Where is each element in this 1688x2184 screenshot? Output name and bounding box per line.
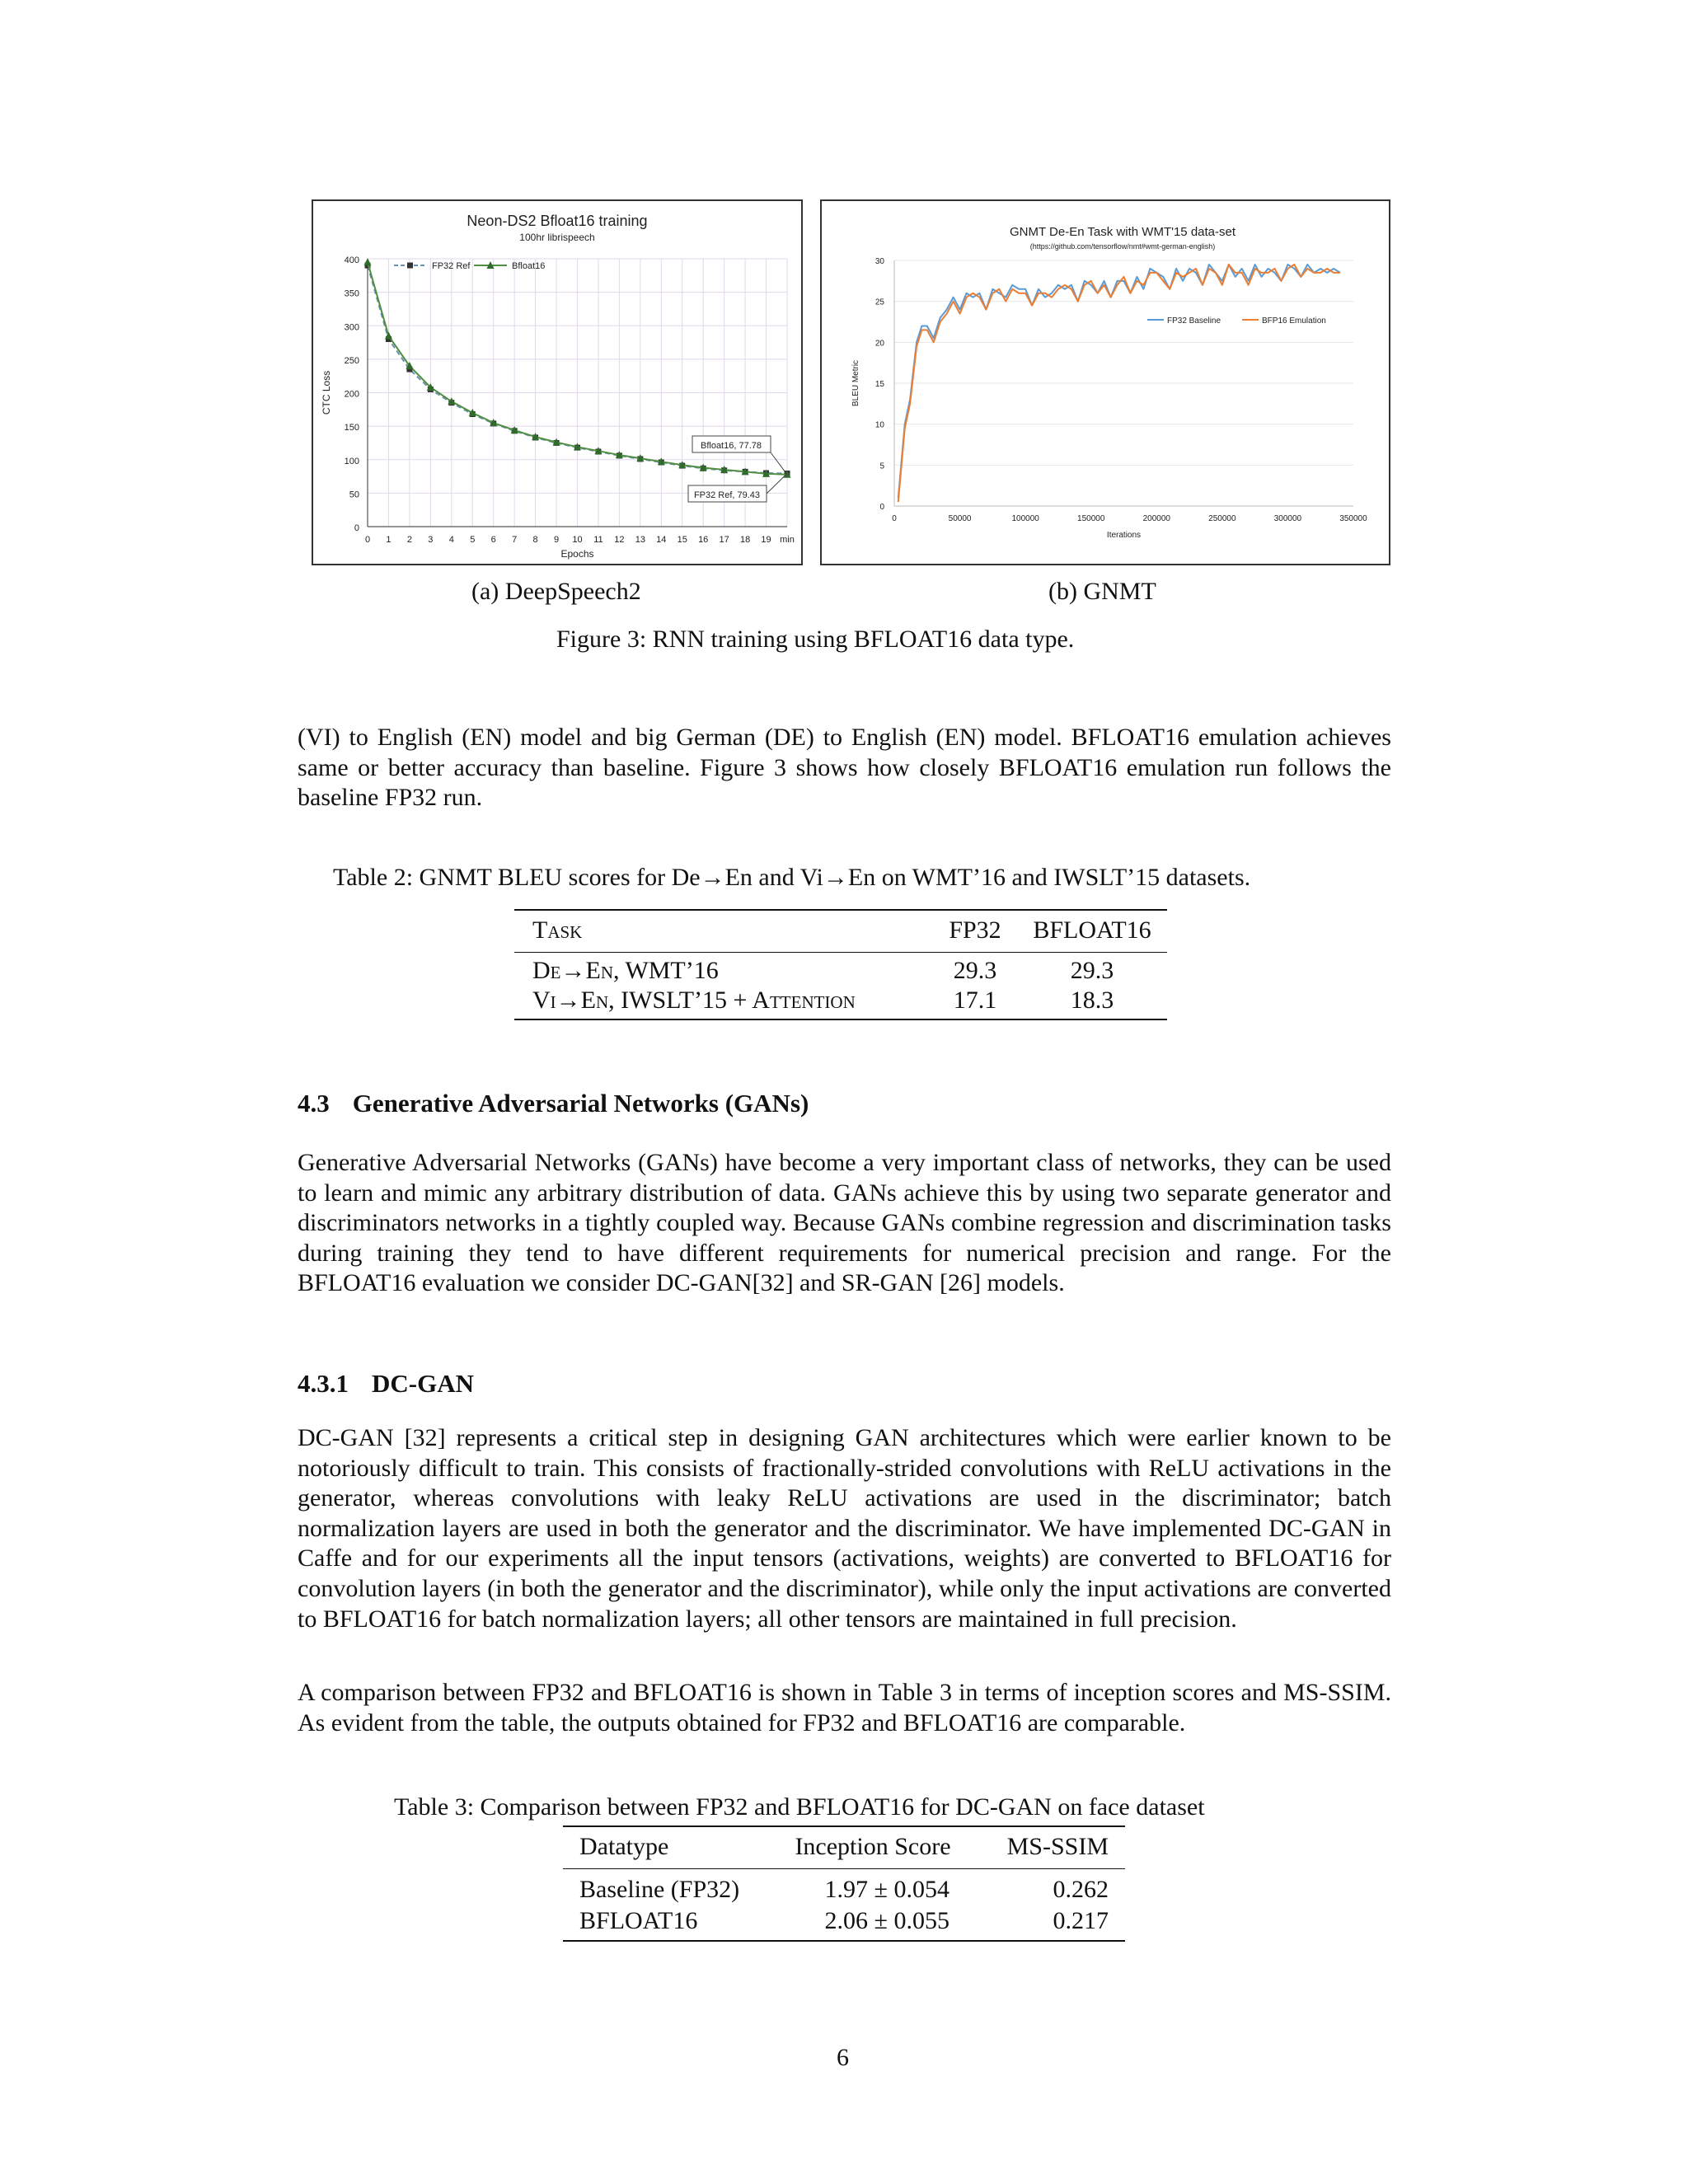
section-heading-4-3-1 (298, 1369, 474, 1399)
y-tick-label: 0 (354, 523, 359, 533)
x-tick-label: 350000 (1339, 514, 1367, 523)
y-tick-label: 250 (344, 355, 359, 366)
legend-label: FP32 Ref (432, 261, 471, 271)
table2-cell: Vi→En, IWSLT’15 + Attention (532, 987, 856, 1014)
y-tick-label: 25 (874, 298, 884, 307)
table2-cell: 29.3 (953, 957, 997, 984)
table3-header (563, 1832, 1125, 1862)
series-line (898, 265, 1340, 498)
dcgan-paragraph-2: A comparison between FP32 and BFLOAT16 is shown in Table 3 in terms of inception scores and MS-SSIM. As evident from the table, the outputs obtained for FP32 and BFLOAT16 are comparable. (298, 1679, 1391, 1736)
table2-caption: Table 2: GNMT BLEU scores for De→En and Vi→En on WMT’16 and IWSLT’15 datasets. (333, 864, 1251, 891)
table2-header-bfloat16: BFLOAT16 (1033, 916, 1151, 944)
x-tick-label: 2 (406, 535, 412, 545)
x-tick-label: 1 (386, 535, 392, 545)
x-tick-label: 50000 (948, 514, 972, 523)
y-tick-label: 5 (879, 462, 884, 471)
table3-header-inception: Inception Score (795, 1833, 951, 1860)
y-tick-label: 30 (874, 257, 884, 266)
x-axis-label: Epochs (560, 548, 594, 560)
chart-gnmt (822, 201, 1389, 564)
y-axis-label: CTC Loss (321, 370, 332, 415)
x-tick-label: 200000 (1142, 514, 1170, 523)
y-tick-label: 15 (874, 380, 884, 389)
table2-header (514, 916, 1167, 945)
x-tick-label: 12 (614, 535, 625, 545)
chart-gnmt-frame (820, 199, 1390, 565)
subcaption-a: (a) DeepSpeech2 (471, 578, 641, 605)
chart-title: GNMT De-En Task with WMT'15 data-set (1009, 225, 1236, 239)
x-tick-label: 18 (739, 535, 751, 545)
section-number: 4.3.1 (298, 1369, 349, 1398)
legend-label: FP32 Baseline (1167, 316, 1221, 326)
chart-subtitle: 100hr librispeech (519, 232, 595, 243)
gan-paragraph: Generative Adversarial Networks (GANs) have become a very important class of networks, they can be used to learn and mimic any arbitrary distribution of data. GANs achieve this by using two separate generator and discriminators networks in a tightly coupled way. Because GANs combine regression and discrimination tasks during training they tend to have different requirements for numerical precision and range. For the BFLOAT16 evaluation we consider DC-GAN[32] and SR-GAN [26] models. (298, 1149, 1391, 1297)
annotation-leader (767, 473, 787, 494)
x-tick-label: 7 (512, 535, 518, 545)
annotation-label: Bfloat16, 77.78 (700, 441, 762, 451)
x-tick-label: 15 (677, 535, 687, 545)
x-tick-label: 16 (698, 535, 709, 545)
x-tick-label: 0 (892, 514, 897, 523)
section-number: 4.3 (298, 1089, 330, 1118)
section-heading-4-3 (298, 1089, 809, 1118)
table-row (563, 1905, 1125, 1937)
table3-cell: Baseline (FP32) (579, 1876, 740, 1903)
table-row (514, 956, 1167, 986)
figure-caption: Figure 3: RNN training using BFLOAT16 data type. (556, 626, 1075, 653)
table3-cell: 0.217 (1053, 1907, 1109, 1934)
x-tick-label: 6 (490, 535, 496, 545)
chart-subtitle: (https://github.com/tensorflow/nmt#wmt-german-english) (1029, 242, 1216, 251)
table3-header-msssim: MS-SSIM (1006, 1833, 1109, 1860)
x-tick-label: min (780, 535, 795, 545)
table3-cell: 0.262 (1053, 1876, 1109, 1903)
table3-header-datatype: Datatype (579, 1833, 669, 1860)
x-tick-label: 300000 (1273, 514, 1302, 523)
table3-cell: 1.97 ± 0.054 (824, 1876, 950, 1903)
x-tick-label: 13 (635, 535, 645, 545)
table2-header-fp32: FP32 (949, 916, 1001, 944)
y-axis-label: BLEU Metric (851, 359, 860, 407)
table-row (514, 986, 1167, 1015)
y-tick-label: 0 (879, 503, 884, 512)
table3 (563, 1825, 1125, 1942)
y-tick-label: 50 (349, 490, 359, 500)
subcaption-b: (b) GNMT (1048, 578, 1156, 605)
chart-deepspeech2 (313, 201, 801, 564)
legend-marker (407, 263, 413, 269)
x-tick-label: 0 (364, 535, 371, 545)
x-tick-label: 9 (553, 535, 560, 545)
dcgan-paragraph-1: DC-GAN [32] represents a critical step in designing GAN architectures which were earlier known to be notoriously difficult to train. This consists of fractionally-strided convolutions with ReLU activations in the generator, whereas convolutions with leaky ReLU activations are used in the discriminator; batch normalization layers are used in both the generator and the discriminator. We have implemented DC-GAN in Caffe and for our experiments all the input tensors (activations, weights) are converted to BFLOAT16 for convolution layers (in both the generator and the discriminator), while only the input activations are converted to BFLOAT16 for batch normalization layers; all other tensors are maintained in full precision. (298, 1424, 1391, 1633)
section-title: Generative Adversarial Networks (GANs) (352, 1089, 809, 1118)
table3-caption: Table 3: Comparison between FP32 and BFLOAT16 for DC-GAN on face dataset (394, 1793, 1205, 1821)
y-tick-label: 200 (344, 389, 359, 400)
intro-paragraph: (VI) to English (EN) model and big German (DE) to English (EN) model. BFLOAT16 emulation achieves same or better accuracy than baseline. Figure 3 shows how closely BFLOAT16 emulation run follows the baseline FP32 run. (298, 724, 1391, 812)
x-tick-label: 10 (572, 535, 583, 545)
x-tick-label: 17 (719, 535, 729, 545)
x-tick-label: 250000 (1208, 514, 1236, 523)
y-tick-label: 300 (344, 322, 359, 333)
table2-cell: 17.1 (953, 987, 997, 1014)
x-tick-label: 19 (761, 535, 771, 545)
table2-cell: 18.3 (1070, 987, 1114, 1014)
x-tick-label: 14 (656, 535, 667, 545)
x-tick-label: 11 (593, 535, 603, 545)
y-tick-label: 100 (344, 456, 359, 466)
table3-cell: BFLOAT16 (579, 1907, 698, 1934)
table2 (514, 909, 1167, 1020)
x-tick-label: 8 (532, 535, 538, 545)
table2-header-task: Task (532, 916, 583, 944)
y-tick-label: 20 (874, 339, 884, 349)
y-tick-label: 350 (344, 288, 359, 299)
chart-deepspeech2-frame (312, 199, 803, 565)
legend-label: BFP16 Emulation (1262, 316, 1326, 326)
table3-cell: 2.06 ± 0.055 (824, 1907, 950, 1934)
y-tick-label: 400 (344, 255, 359, 265)
y-tick-label: 150 (344, 423, 359, 434)
table2-cell: 29.3 (1070, 957, 1114, 984)
x-tick-label: 5 (470, 535, 476, 545)
chart-title: Neon-DS2 Bfloat16 training (467, 213, 648, 229)
x-tick-label: 100000 (1011, 514, 1039, 523)
table2-cell: De→En, WMT’16 (532, 957, 719, 984)
annotation-label: FP32 Ref, 79.43 (693, 490, 761, 500)
annotation-leader (771, 452, 787, 475)
x-tick-label: 3 (428, 535, 434, 545)
table-row (563, 1874, 1125, 1905)
page-number: 6 (837, 2044, 849, 2071)
x-axis-label: Iterations (1106, 531, 1142, 540)
y-tick-label: 10 (874, 420, 884, 430)
section-title: DC-GAN (372, 1369, 474, 1398)
legend-label: Bfloat16 (512, 261, 546, 271)
x-tick-label: 150000 (1077, 514, 1105, 523)
x-tick-label: 4 (448, 535, 454, 545)
